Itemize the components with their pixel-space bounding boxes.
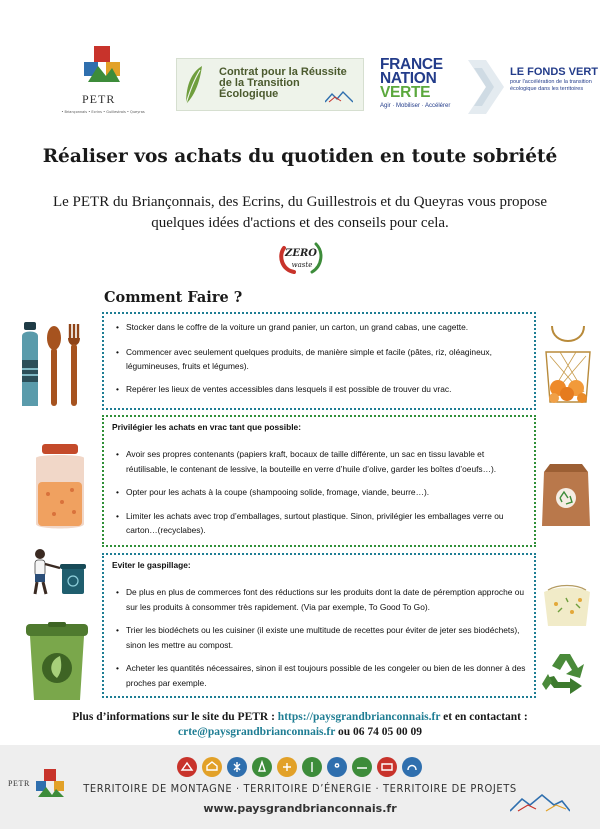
fnv-line-3: VERTE [380, 84, 431, 101]
list-item: • De plus en plus de commerces font des réductions sur les produits dont la date de péremption approche ou sur les produits à consommer très rapidement. (Via par exemple, To Good To Go). [112, 585, 526, 614]
list-item: • Trier les biodéchets ou les cuisiner (il existe une multitude de recettes pour éviter de jeter ses biodéchets), sinon les mettre au compost. [112, 623, 526, 652]
list-item: • Acheter les quantités nécessaires, sinon il est toujours possible de les congeler ou bien de les donner à des proches par exemple. [112, 661, 526, 690]
tips-box-start [102, 312, 536, 410]
petr-logo-mark-icon [82, 44, 122, 86]
footer-petr-logo-icon [28, 767, 76, 825]
fonds-vert-subtitle: pour l'accélération de la transition écologique dans les territoires [510, 79, 592, 92]
box-title-bulk: Privilégier les achats en vrac tant que possible: [112, 422, 301, 432]
fonds-vert-title: LE FONDS VERT [510, 66, 599, 78]
zero-badge-line1: ZERO [285, 248, 317, 259]
list-item: • Limiter les achats avec trop d’emballages, surtout plastique. Sinon, privilégier les emballages verre ou carton…(recyclabes). [112, 509, 526, 538]
page-title: Réaliser vos achats du quotiden en toute sobriété [42, 146, 558, 167]
hands-badge-icon [352, 757, 372, 777]
crte-line-3: Écologique [219, 88, 279, 100]
section-heading: Comment Faire ? [104, 289, 243, 306]
website-link[interactable]: https://paysgrandbrianconnais.fr [277, 711, 441, 723]
crte-line-1: Contrat pour la Réussite [219, 66, 347, 78]
more-info-middle: et en contactant : [440, 711, 528, 723]
zero-badge-line2: waste [291, 261, 313, 269]
tips-list-start [112, 320, 526, 396]
fonds-vert-logo [510, 66, 600, 92]
more-info-suffix: ou 06 74 05 00 09 [335, 726, 423, 738]
footer [0, 745, 600, 829]
kraft-paper-bag-icon [540, 462, 592, 528]
fnv-tagline: Agir · Mobiliser · Accélérer [380, 103, 451, 109]
tips-list-waste [112, 585, 526, 690]
mountain-badge-icon [177, 757, 197, 777]
footer-petr-text: PETR [8, 779, 30, 788]
crte-line-2: de la Transition [219, 77, 300, 89]
cloth-bag-icon [538, 582, 596, 628]
list-item: • Stocker dans le coffre de la voiture un grand panier, un carton, un grand cabas, une cagette. [112, 320, 526, 335]
recycle-icon [540, 648, 594, 698]
box-title-waste: Eviter le gaspillage: [112, 560, 191, 570]
person-recycling-icon [26, 548, 92, 596]
petr-logo-subtitle: • Briançonnais • Ecrins • Guillestrois • Queyras [61, 110, 145, 114]
footer-icons-row [176, 756, 426, 778]
france-nation-verte-logo [380, 58, 472, 118]
footer-url[interactable]: www.paysgrandbrianconnais.fr [203, 802, 397, 815]
intro-text: Le PETR du Briançonnais, des Ecrins, du Guillestrois et du Queyras vous propose quelques idées d'actions et des conseils pour cela. [52, 194, 548, 231]
crte-logo [176, 58, 364, 111]
list-item: • Repérer les lieux de ventes accessibles dans lesquels il est possible de trouver du vrac. [112, 382, 526, 397]
tips-box-bulk [102, 415, 536, 547]
tips-list-bulk [112, 447, 526, 538]
more-info [60, 710, 540, 740]
list-item: • Opter pour les achats à la coupe (shampooing solide, fromage, viande, beurre…). [112, 485, 526, 500]
footer-tagline: TERRITOIRE DE MONTAGNE · TERRITOIRE D’ÉNERGIE · TERRITOIRE DE PROJETS [83, 782, 517, 795]
list-item: • Commencer avec seulement quelques produits, de manière simple et facile (pâtes, riz, oléagineux, légumineuses, fruits et légumes). [112, 345, 526, 374]
net-bag-oranges-icon [538, 322, 598, 408]
leaf-icon [182, 64, 204, 106]
house-badge-icon [202, 757, 222, 777]
petr-logo-text: PETR [82, 92, 116, 106]
bottle-and-cutlery-icon [18, 320, 90, 410]
jar-icon [30, 442, 90, 532]
email-link[interactable]: crte@paysgrandbrianconnais.fr [177, 726, 336, 738]
more-info-prefix: Plus d’informations sur le site du PETR : [72, 711, 278, 723]
people-badge-icon [402, 757, 422, 777]
zero-waste-badge [276, 238, 326, 278]
list-item: • Avoir ses propres contenants (papiers kraft, bocaux de taille différente, un sac en tissu lavable et réutilisable, le contenant de lessive, la bouteille en verre d’huile d’olive, garder les boîtes d’oeufs…). [112, 447, 526, 476]
map-badge-icon [377, 757, 397, 777]
fnv-line-2: NATION [380, 70, 437, 87]
compost-bin-icon [22, 622, 92, 702]
fnv-line-1: FRANCE [380, 56, 443, 73]
petr-logo [58, 40, 145, 124]
mountain-icon [510, 793, 570, 813]
tips-box-waste [102, 553, 536, 698]
mountain-icon [325, 90, 353, 104]
chevron-right-icon [468, 60, 504, 114]
